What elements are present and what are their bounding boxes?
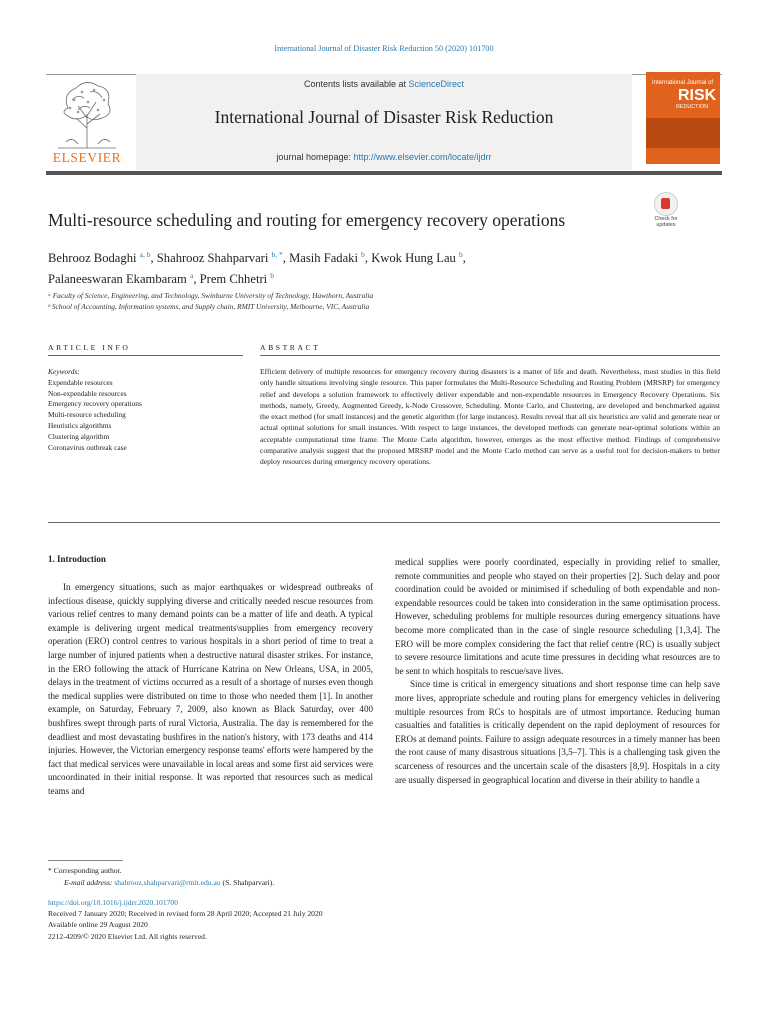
footnote-rule xyxy=(48,860,123,861)
journal-cover-thumbnail[interactable] xyxy=(646,72,720,164)
contents-line xyxy=(136,79,632,89)
abstract-text: Efficient delivery of multiple resources for emergency recovery during disasters is a matter of life and death. Nevertheless, most studies in this field only handle situations involving single resource. This paper formulates the Multi-Resource Scheduling and Routing Problem (MRSRP) for emergency relief and develops a solution framework to effectively deliver expendable and non-expendable resources in Emergency Recovery Operations. Six methods, namely, Greedy, Augmented Greedy, k-Node Crossover, Scheduling. Monte Carlo, and Clustering, are developed and benchmarked against the exact method (for small instances) and the genetic algorithm (for large instances). Results reveal that all six heuristics are valid and generate near or actual optimal solutions for small instances. With respect to large instances, the developed methods can generate near-optimal solutions within an acceptable computational time frame. The Monte Carlo algorithm, however, emerges as the most effective method. Findings of comprehensive comparative analysis suggest that the proposed MRSRP model and the Monte Carlo method can serve as a useful tool for decision-makers to better deploy resources during emergency recovery operations. xyxy=(260,367,720,467)
author-list xyxy=(48,246,668,288)
author-separator: , xyxy=(462,251,466,266)
homepage-label: journal homepage: xyxy=(276,152,354,162)
article-info-rule xyxy=(48,355,243,356)
keyword-item: Emergency recovery operations xyxy=(48,399,142,409)
cover-band xyxy=(646,118,720,148)
author-name[interactable]: Prem Chhetri xyxy=(199,272,268,287)
introduction-paragraph: medical supplies were poorly coordinated, especially in providing relief to smaller, remote communities and people who stayed on their properties [2]. Such delay and poor coordination could be avoided or minimised if scheduling of both expendable and non-expendable resources could be taken into consideration in the same optimisation process. However, scheduling problems for multiple resources during emergency situations have become more complicated than in the case of single resource scheduling [1,3,4]. The ERO will be more complex considering the fact that relief centre (RC) is usually subject to severe resource limitations and acute time pressures in deciding what resources are to be sent to which hospitals to rescue/save lives. xyxy=(395,557,720,676)
affiliation-b: ᵇ School of Accounting, Information systems, and Supply chain, RMIT University, Melbourne, VIC, Australia xyxy=(48,302,370,311)
keywords-label: Keywords: xyxy=(48,367,80,376)
author-affiliation-marker[interactable]: b xyxy=(459,250,463,259)
article-title: Multi-resource scheduling and routing for emergency recovery operations xyxy=(48,210,566,230)
received-dates: Received 7 January 2020; Received in revised form 28 April 2020; Accepted 21 July 2020 xyxy=(48,909,323,919)
copyright-line: 2212-4209/© 2020 Elsevier Ltd. All rights reserved. xyxy=(48,931,207,941)
check-updates-icon xyxy=(654,192,678,216)
introduction-paragraph: Since time is critical in emergency situations and short response time can help save more lives, appropriate schedule and routing plans for emergency vehicles in delivering multiple resources from RCs to hospitals are of utmost importance. Reducing human casualties and fatalities is critically dependent on the rapid deployment of resources for EROs at demand points. Failure to assign adequate resources in a timely manner has been the root cause of many disastrous situations [3,5–7]. This is a challenging task given the scarceness of resources and the uncertain scale of the disasters [8,9]. Hospitals in a city are usually dispersed in geographical location and diverse in their ability to handle a xyxy=(395,679,720,785)
email-note xyxy=(48,877,448,889)
introduction-heading: 1. Introduction xyxy=(48,554,106,564)
author-separator: , xyxy=(364,251,372,266)
keywords-list xyxy=(48,367,243,453)
journal-reference-link[interactable]: International Journal of Disaster Risk Reduction 50 (2020) 101700 xyxy=(274,44,494,53)
abstract-heading: ABSTRACT xyxy=(260,343,321,352)
cover-line3: RISK xyxy=(678,87,717,104)
affiliation-a: ᵃ Faculty of Science, Engineering, and Technology, Swinburne University of Technology, Hawthorn, Australia xyxy=(48,291,374,300)
cover-line4: REDUCTION xyxy=(676,104,709,110)
author-separator: , xyxy=(282,251,290,266)
keyword-item: Expendable resources xyxy=(48,377,113,387)
footnotes xyxy=(48,865,448,888)
author-separator: , xyxy=(193,272,200,287)
author-separator: , xyxy=(150,251,157,266)
available-online-date: Available online 29 August 2020 xyxy=(48,920,148,930)
author-affiliation-marker[interactable]: b xyxy=(270,271,275,281)
abstract-bottom-rule xyxy=(48,522,720,523)
homepage-link[interactable]: http://www.elsevier.com/locate/ijdrr xyxy=(353,152,492,162)
email-link[interactable]: shahrooz.shahparvari@rmit.edu.au xyxy=(114,877,221,887)
email-label: E-mail address: xyxy=(64,877,115,887)
check-updates-label: Check for updates xyxy=(654,216,678,228)
author-name[interactable]: Behrooz Bodaghi xyxy=(48,251,137,266)
keyword-item: Clustering algorithm xyxy=(48,431,110,441)
doi-link[interactable]: https://doi.org/10.1016/j.ijdrr.2020.101700 xyxy=(48,898,179,907)
keyword-item: Multi-resource scheduling xyxy=(48,410,126,420)
author-name[interactable]: Kwok Hung Lau xyxy=(371,251,456,266)
homepage-line xyxy=(136,152,632,162)
affiliations xyxy=(48,290,668,312)
introduction-left-column: In emergency situations, such as major earthquakes or widespread outbreaks of infectious disease, quickly supplying diverse and critically needed rescue resources from various relief centres to many demand points can be a matter of life and death. A typical example is delivering urgent medical treatments\supplies from emergency recovery operation (ERO) control centres to various hospitals in a short period of time to treat a large number of injured patients when a destructive natural disaster strikes. For instance, in the ERO following the attack of Hurricane Katrina on New Orleans, USA, in 2005, delays in the treatment of victims occurred as a result of a shortage of nurses even though the medical supplies were distributed on time to those who needed them [1]. In another example, on Saturday, February 7, 2009, also known as Black Saturday, over 400 bushfires swept through parts of rural Victoria, Australia. The day is remembered for the deadliest and most devastating bushfires in the nation's history, with 173 deaths and 414 injuries. However, the Victorian emergency response teams' efforts were hampered by the fact that medical services were unavailable in local areas and some first aid services were uncoordinated in their initial response. It was reported that resources such as medical teams and xyxy=(48,582,373,796)
author-affiliation-marker[interactable]: b, * xyxy=(271,250,283,259)
elsevier-tree-icon xyxy=(48,78,126,150)
introduction-right-column xyxy=(395,556,720,787)
elsevier-logo[interactable] xyxy=(48,78,126,166)
elsevier-wordmark: ELSEVIER xyxy=(52,150,122,165)
author-name[interactable]: Shahrooz Shahparvari xyxy=(156,251,269,266)
journal-title: International Journal of Disaster Risk Reduction xyxy=(214,107,554,127)
abstract-rule xyxy=(260,355,720,356)
cover-line1: International Journal of xyxy=(652,80,714,86)
author-affiliation-marker[interactable]: a xyxy=(189,271,194,281)
journal-masthead xyxy=(136,74,632,170)
author-affiliation-marker[interactable]: a, b xyxy=(139,250,151,259)
corresponding-author-note: * Corresponding author. xyxy=(48,866,122,875)
keyword-item: Coronavirus outbreak case xyxy=(48,442,127,452)
sciencedirect-link[interactable]: ScienceDirect xyxy=(408,79,465,89)
publication-info xyxy=(48,897,548,942)
check-for-updates-button[interactable] xyxy=(646,192,686,232)
author-name[interactable]: Palaneeswaran Ekambaram xyxy=(48,272,187,287)
article-info-heading: ARTICLE INFO xyxy=(48,343,131,352)
keyword-item: Non-expendable resources xyxy=(48,388,127,398)
author-affiliation-marker[interactable]: b xyxy=(361,250,365,259)
author-name[interactable]: Masih Fadaki xyxy=(289,251,358,266)
keyword-item: Heuristics algorithms xyxy=(48,420,112,430)
contents-prefix: Contents lists available at xyxy=(303,79,409,89)
email-suffix: (S. Shahparvari). xyxy=(220,877,275,887)
